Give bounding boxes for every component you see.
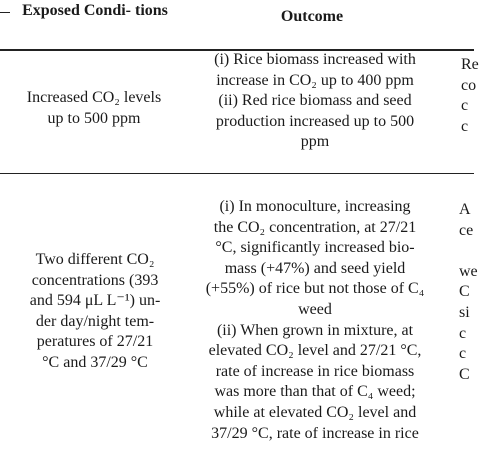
header-outcome: Outcome	[280, 8, 344, 25]
column-rule-stub	[0, 12, 10, 13]
header-exposed-conditions: Exposed Condi- tions	[22, 2, 168, 19]
row1-next-column-fragment: Re co c c	[461, 56, 479, 135]
row2-exposed-conditions: Two different CO₂ concentrations (393 and 594 μL L⁻¹) un- der day/night tem- peratures of 27/21 °C and 37/29 °C	[29, 251, 161, 371]
row2-next-column-fragment: A ce we C si c c C	[459, 201, 478, 383]
row-divider-rule	[0, 173, 474, 174]
row1-outcome: (i) Rice biomass increased with increase in CO₂ up to 400 ppm (ii) Red rice biomass and seed production increased up to 500 ppm	[214, 51, 416, 151]
row2-outcome: (i) In monoculture, increasing the CO₂ concentration, at 27/21 °C, significantly increased bio- mass (+47%) and seed yield (+55%) of rice but not those of C₄ weed (ii) When grown in mixture, at elevated CO₂ level and 27/21 °C, rate of increase in rice biomass was more than that of C₄ weed; while at elevated CO₂ level and 37/29 °C, rate of increase in rice	[205, 198, 425, 442]
row1-exposed-conditions: Increased CO₂ levels up to 500 ppm	[26, 89, 162, 127]
